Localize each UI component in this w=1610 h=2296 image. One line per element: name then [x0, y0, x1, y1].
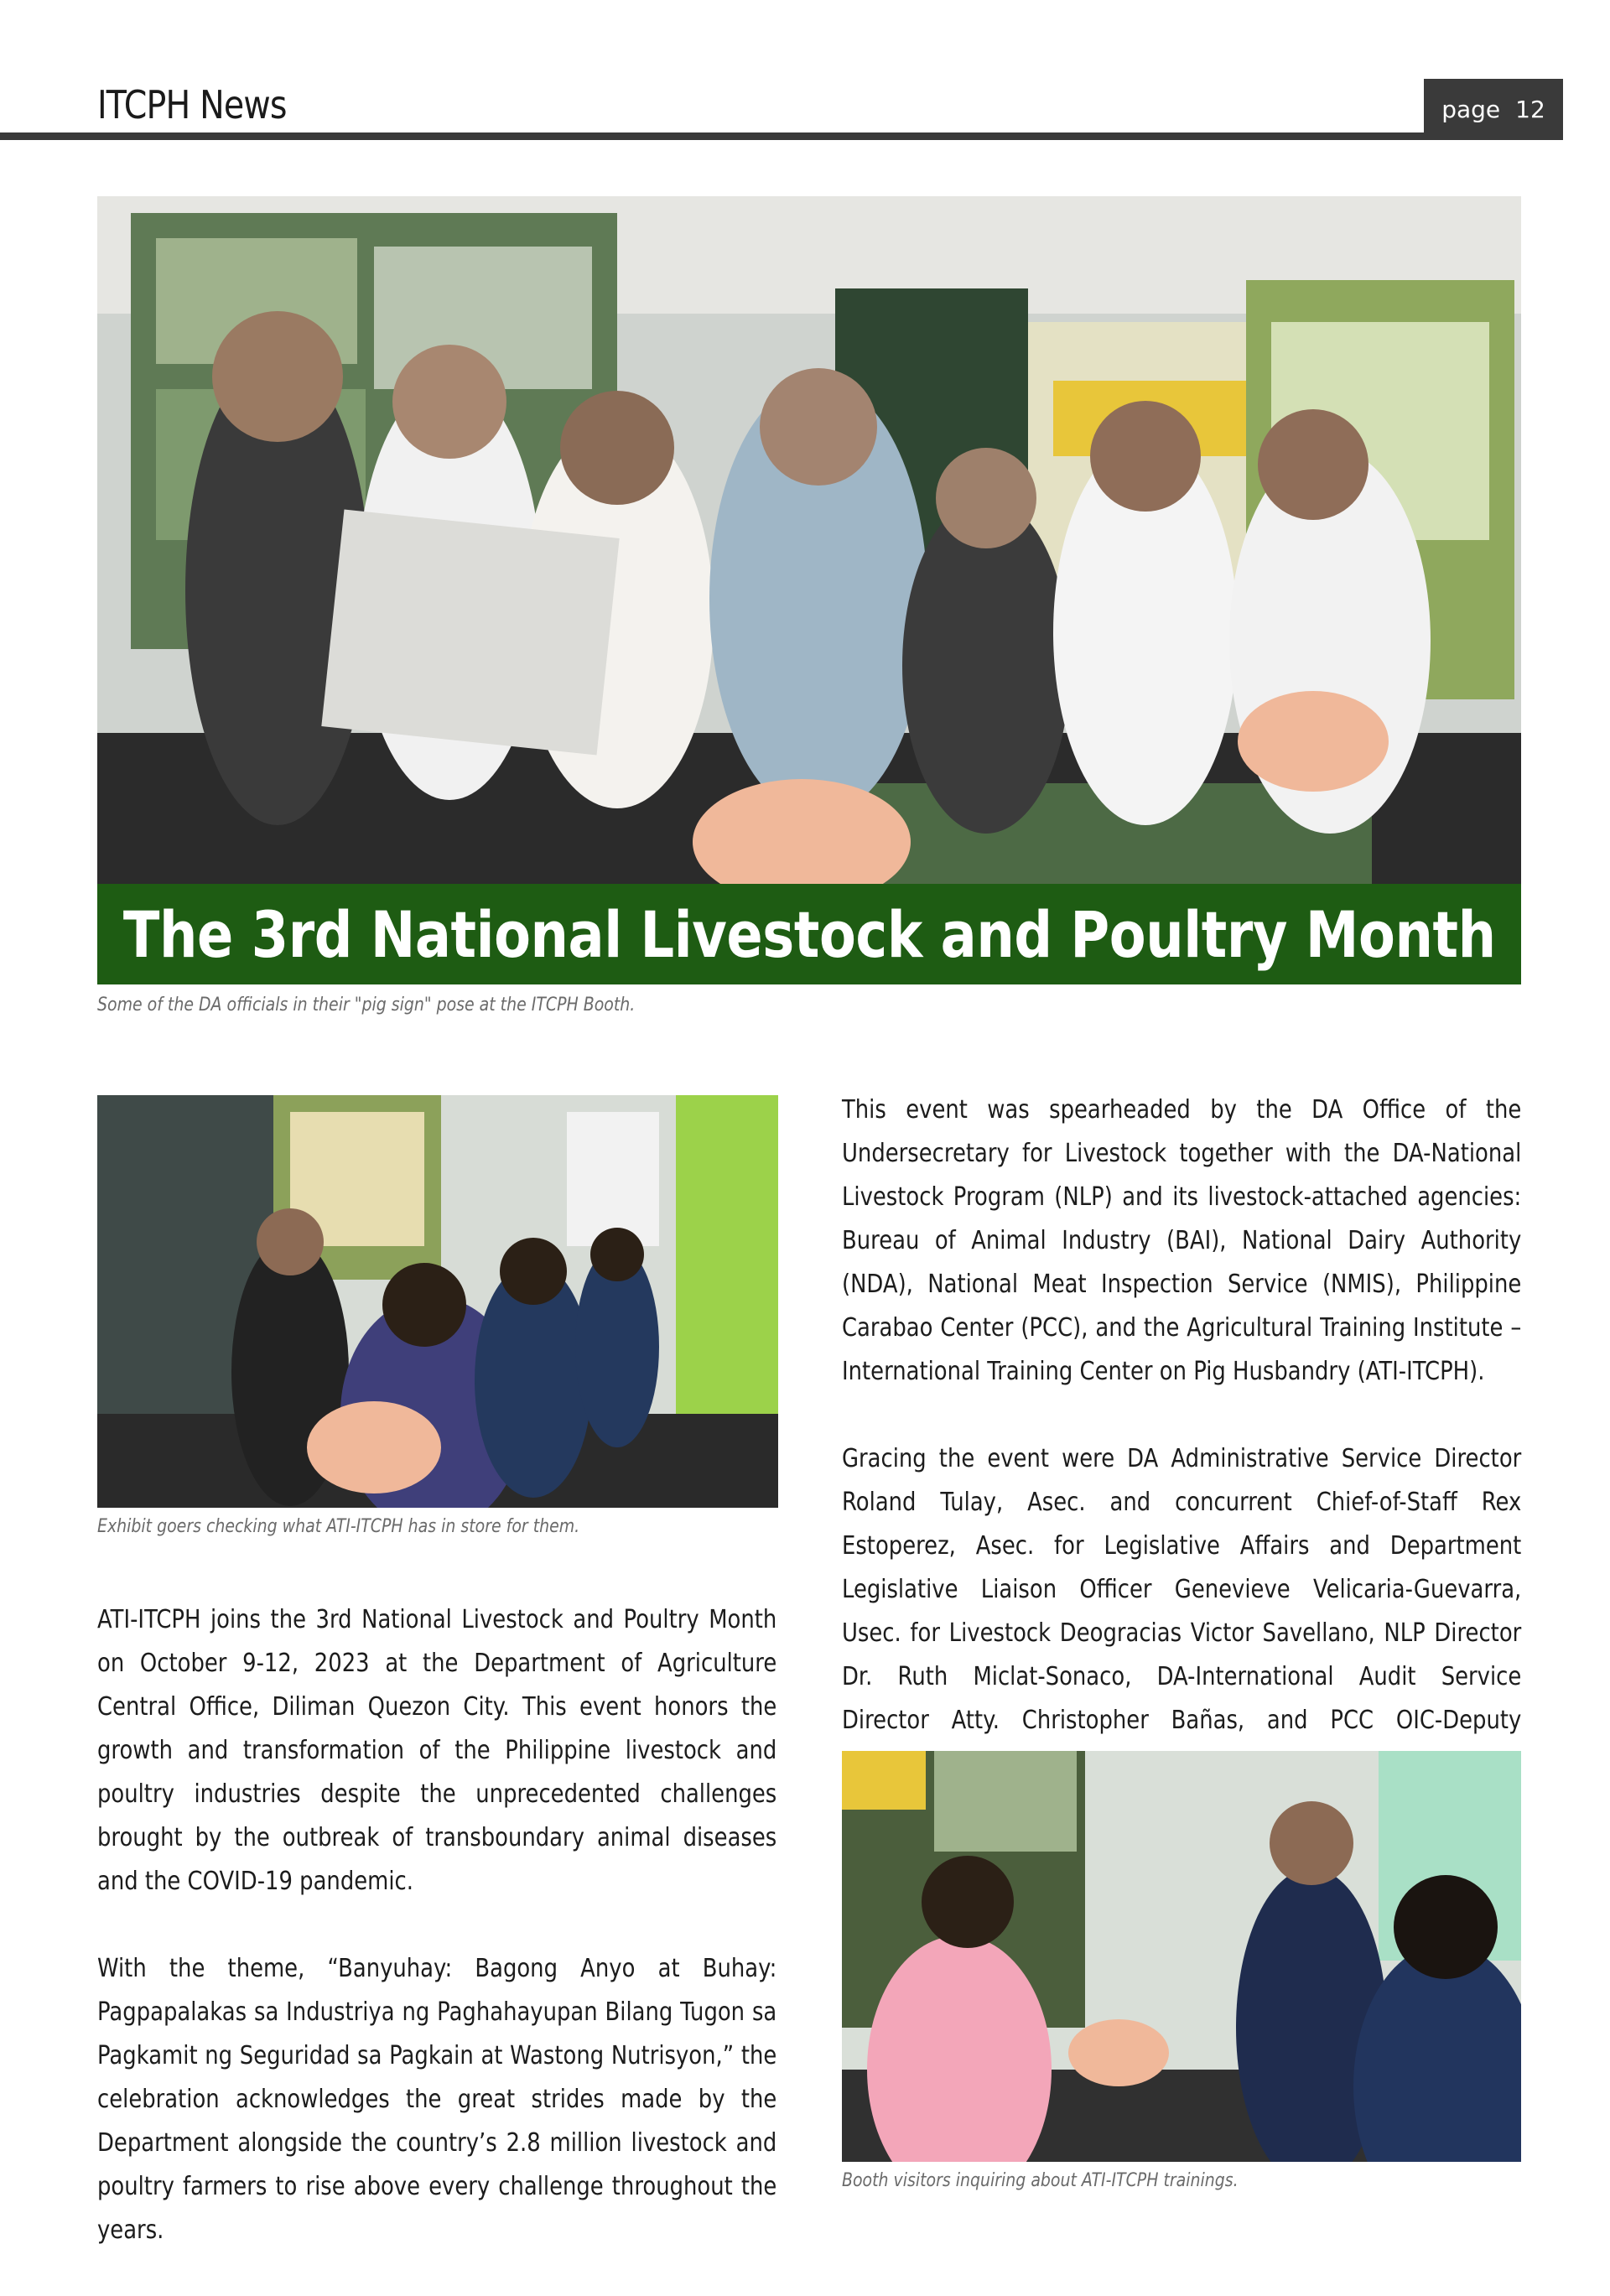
- exhibit-photo: [97, 1095, 778, 1508]
- page-number: 12: [1515, 95, 1545, 123]
- hero-caption: Some of the DA officials in their "pig sign" pose at the ITCPH Booth.: [97, 995, 636, 1016]
- headline-banner: [97, 884, 1521, 984]
- hero-photo: [97, 196, 1521, 884]
- article-paragraph: This event was spearheaded by the DA Office of the Undersecretary for Livestock together with the DA-National Livestock Program (NLP) and its livestock-attached agencies: Bureau of Animal Industry (BAI), National Dairy Authority (NDA), National Meat Inspection Service (NMIS), Philippine Carabao Center (PCC), and the Agricultural Training Institute – International Training Center on Pig Husbandry (ATI-ITCPH).: [842, 1095, 1522, 1386]
- page-number-badge: [1424, 79, 1563, 139]
- article-paragraph: With the theme, “Banyuhay: Bagong Anyo at Buhay: Pagpapalakas sa Industriya ng Paghahayupan Bilang Tugon sa Pagkamit ng Seguridad sa Pagkain at Wastong Nutrisyon,” the celebration acknowledges the great strides made by the Department alongside the country’s 2.8 million livestock and poultry farmers to rise above every challenge throughout the years.: [97, 1954, 777, 2245]
- left-column: [97, 1598, 776, 2296]
- booth-photo-illustration: [842, 1751, 1521, 2162]
- page-label: page: [1441, 95, 1501, 123]
- header-rule: [0, 132, 1563, 140]
- headline: The 3rd National Livestock and Poultry Month: [122, 896, 1496, 972]
- right-column: [842, 1088, 1521, 1830]
- newsletter-title: ITCPH News: [97, 82, 287, 127]
- article-paragraph: ATI-ITCPH joins the 3rd National Livestock and Poultry Month on October 9-12, 2023 at the Department of Agriculture Central Office, Diliman Quezon City. This event honors the growth and transformation of the Philippine livestock and poultry industries despite the unprecedented challenges brought by the outbreak of transboundary animal diseases and the COVID-19 pandemic.: [97, 1605, 777, 1896]
- booth-photo: [842, 1751, 1521, 2162]
- hero-photo-illustration: [97, 196, 1521, 884]
- exhibit-photo-illustration: [97, 1095, 778, 1508]
- exhibit-caption: Exhibit goers checking what ATI-ITCPH has in store for them.: [97, 1516, 580, 1537]
- article-paragraph: Gracing the event were DA Administrative Service Director Roland Tulay, Asec. and concurrent Chief-of-Staff Rex Estoperez, Asec. for Legislative Affairs and Department Legislative Liaison Officer Genevieve Velicaria-Guevarra, Usec. for Livestock Deogracias Victor Savellano, NLP Director Dr. Ruth Miclat-Sonaco, DA-International Audit Service Director Atty. Christopher Bañas, and PCC OIC-Deputy: [842, 1444, 1522, 1735]
- booth-caption: Booth visitors inquiring about ATI-ITCPH trainings.: [842, 2170, 1239, 2191]
